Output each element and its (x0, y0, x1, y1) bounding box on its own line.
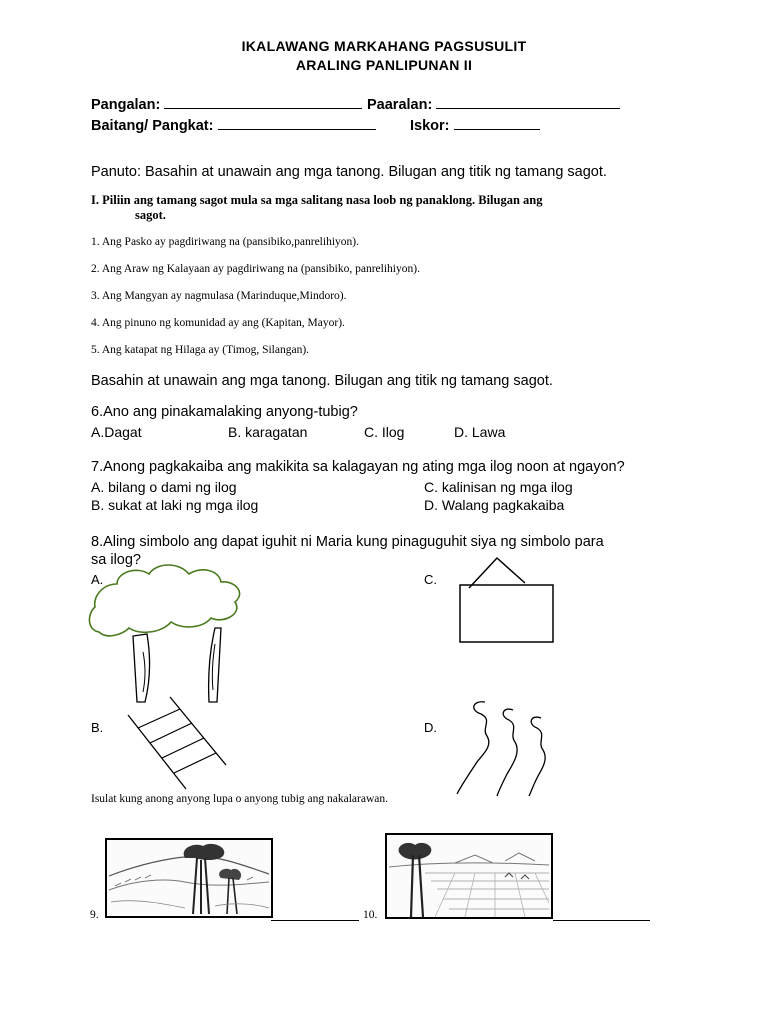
q9-answer-blank[interactable] (271, 920, 359, 921)
name-field-row (91, 94, 362, 113)
q8-option-d[interactable]: D. (424, 720, 437, 735)
q8-option-a[interactable]: A. (91, 572, 104, 587)
q6-option-d[interactable]: D. Lawa (454, 424, 506, 440)
item-2: 2. Ang Araw ng Kalayaan ay pagdiriwang na (pansibiko, panrelihiyon). (91, 263, 420, 275)
item-5: 5. Ang katapat ng Hilaga ay (Timog, Silangan). (91, 344, 310, 356)
tree-trunk-right-line-icon (212, 644, 215, 690)
tree-symbol-icon[interactable] (85, 562, 260, 712)
ladder-rail-left-icon (128, 715, 186, 789)
school-blank[interactable] (436, 94, 620, 109)
ladder-symbol-icon[interactable] (118, 695, 233, 795)
page-subtitle: ARALING PANLIPUNAN II (295, 57, 473, 73)
school-label: Paaralan: (367, 97, 433, 113)
section3-instructions: Isulat kung anong anyong lupa o anyong tubig ang nakalarawan. (91, 793, 389, 805)
page-title: IKALAWANG MARKAHANG PAGSUSULIT (241, 38, 527, 54)
score-label: Iskor: (410, 118, 450, 134)
ladder-rung-icon (138, 709, 180, 728)
q7-option-b[interactable]: B. sukat at laki ng mga ilog (91, 497, 259, 513)
house-body-icon (460, 585, 553, 642)
ladder-rung-icon (162, 738, 204, 758)
q10-number: 10. (363, 909, 378, 921)
section1-heading: I. Piliin ang tamang sagot mula sa mga salitang nasa loob ng panaklong. Bilugan ang (91, 193, 543, 207)
q6-option-c[interactable]: C. Ilog (364, 424, 405, 440)
house-roof-icon (469, 558, 525, 588)
ladder-rail-right-icon (170, 697, 226, 765)
grade-label: Baitang/ Pangkat: (91, 118, 214, 134)
ladder-rung-icon (150, 723, 192, 743)
q6-option-b[interactable]: B. karagatan (228, 424, 308, 440)
name-label: Pangalan: (91, 97, 161, 113)
wavy-line-icon (529, 717, 545, 796)
grade-field-row (91, 115, 376, 134)
question-6: 6.Ano ang pinakamalaking anyong-tubig? (91, 404, 358, 420)
ladder-rung-icon (174, 753, 216, 773)
tree-trunk-left-icon (133, 634, 150, 702)
main-instructions: Panuto: Basahin at unawain ang mga tanong. Bilugan ang titik ng tamang sagot. (91, 164, 607, 180)
item-1: 1. Ang Pasko ay pagdiriwang na (pansibiko,panrelihiyon). (91, 236, 359, 248)
item-4: 4. Ang pinuno ng komunidad ay ang (Kapitan, Mayor). (91, 317, 345, 329)
question-8: 8.Aling simbolo ang dapat iguhit ni Maria kung pinaguguhit siya ng simbolo para (91, 534, 604, 550)
q7-option-c[interactable]: C. kalinisan ng mga ilog (424, 479, 573, 495)
wavy-lines-symbol-icon[interactable] (455, 698, 555, 798)
score-blank[interactable] (454, 115, 540, 130)
item-3: 3. Ang Mangyan ay nagmulasa (Marinduque,Mindoro). (91, 290, 347, 302)
q8-option-b[interactable]: B. (91, 720, 104, 735)
q9-number: 9. (90, 909, 99, 921)
school-field-row (367, 94, 620, 113)
wavy-line-icon (497, 709, 517, 796)
q10-answer-blank[interactable] (553, 920, 650, 921)
question-8-cont: sa ilog? (91, 552, 141, 568)
name-blank[interactable] (164, 94, 362, 109)
tree-trunk-right-icon (209, 628, 221, 702)
question-7: 7.Anong pagkakaiba ang makikita sa kalagayan ng ating mga ilog noon at ngayon? (91, 459, 625, 475)
q8-option-c[interactable]: C. (424, 572, 437, 587)
section2-instructions: Basahin at unawain ang mga tanong. Bilugan ang titik ng tamang sagot. (91, 373, 553, 389)
tree-trunk-left-line-icon (143, 652, 145, 692)
grade-blank[interactable] (218, 115, 376, 130)
wavy-line-icon (457, 702, 489, 794)
house-symbol-icon[interactable] (455, 555, 560, 647)
q7-option-a[interactable]: A. bilang o dami ng ilog (91, 479, 237, 495)
mountain-picture-icon (105, 838, 273, 918)
section1-heading-cont: sagot. (135, 208, 166, 222)
q7-option-d[interactable]: D. Walang pagkakaiba (424, 497, 565, 513)
score-field-row (410, 115, 540, 134)
plains-picture-icon (385, 833, 553, 919)
q6-option-a[interactable]: A.Dagat (91, 424, 142, 440)
tree-crown-icon (89, 565, 239, 636)
